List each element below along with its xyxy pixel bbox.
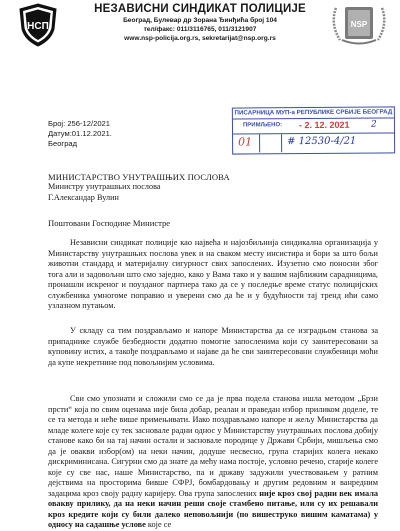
stamp-received-handwritten: 2 xyxy=(370,119,377,130)
svg-text:NSP: NSP xyxy=(350,20,368,29)
body-paragraph: У складу са тим поздрављамо и напоре Министарства да се изградњом станова за припаднике службе безбедности додатно помогне запосленима који су заинтересовани за куповину истих, а такође поздрављамо и најаве да ће сви заинтересовани службеници моћи да купе некретнине под повољнијим условима. xyxy=(48,326,378,367)
body-paragraph-bold-text: није кроз свој радни век имала овакву прилику, да на неки начин реши своје стамбено питање, или су их решавали кроз кредите који су били далеко неповољнији (по вишеструко вишим каматама) у односу на садашње услове xyxy=(48,488,379,529)
document-date: Датум:01.12.2021. xyxy=(48,129,112,139)
org-phone-fax: тел/факс: 011/3116765, 011/3121907 xyxy=(143,26,257,33)
stamp-title: ПИСАРНИЦА МУП-а РЕПУБЛИКЕ СРБИЈЕ БЕОГРАД xyxy=(233,107,394,119)
org-address: Београд, Булевар др Зорана Ђинђића број 104 xyxy=(123,17,277,24)
document-number: Број: 256-12/2021 xyxy=(48,119,110,128)
stamp-received-row xyxy=(233,118,394,134)
stamp-number-row xyxy=(233,133,394,152)
stamp-received-date: - 2. 12. 2021 xyxy=(298,119,350,131)
org-name: НЕЗАВИСНИ СИНДИКАТ ПОЛИЦИЈЕ xyxy=(94,3,306,15)
letterhead xyxy=(70,2,330,43)
union-shield-logo-icon xyxy=(18,3,58,47)
document-meta xyxy=(48,119,112,150)
stamp-org-unit-handwritten: 01 xyxy=(238,135,253,149)
stamp-divider xyxy=(259,134,260,152)
body-paragraph-text: Сви смо упознати и сложили смо се да је прва подела станова ишла методом „Брзи прсти“ која по свим оценама није била добар, реалан и праведан избор приликом доделе, те се та метода и неће више примењивати. Иако поздрављамо напоре и жељу Министарства да младе колеге које су тек засновале радни однос у Министарству унутрашњих послова добију станове како би на тај начин остали и засновале породице у Држави Србији, мишљења смо да је овакви избор(ом) на неки начин, додуше несвесно, група старијих колега некако дискриминисана. Сигурни смо да знате да мећу нама постоје, условно речено, старије колеге које су све нас, наше Министарство, па и државу задужили учествовањем у ратним дејствима на просторима бивше СФРЈ, бомбардовању и другим редовним и ванредним задацима кроз своју радну каријеру. Ова група запослених xyxy=(48,394,378,498)
stamp-number-handwritten: # 12530-4/21 xyxy=(287,135,357,148)
addressee-title: Министру унутрашњих послова xyxy=(48,182,161,192)
addressee-name: Г.Александар Вулин xyxy=(48,192,119,202)
org-web-email: www.nsp-policija.org.rs, sekretarijat@nsp.org.rs xyxy=(124,35,276,42)
body-paragraph-text: које се xyxy=(145,520,172,529)
addressee-block xyxy=(48,172,230,203)
stamp-received-label: ПРИМЉЕНО: xyxy=(242,122,283,129)
document-city: Београд xyxy=(48,139,78,149)
svg-text:НСП: НСП xyxy=(27,21,49,32)
union-badge-logo-icon xyxy=(328,0,390,48)
body-paragraph xyxy=(48,394,378,531)
stamp-divider xyxy=(281,134,282,152)
addressee-ministry: МИНИСТАРСТВО УНУТРАШЊИХ ПОСЛОВА xyxy=(48,172,230,182)
salutation: Поштовани Господине Министре xyxy=(48,218,171,228)
received-stamp xyxy=(232,106,395,154)
body-paragraph: Независни синдикат полиције као највећа и најозбиљнија синдикална организација у Министарству унутрашњих послова увек и на сваком месту инсистира и бори за што бољи животни стандард и материјалну сигурност свих запослених. Изузетно смо поносни због тога али и задовољни што смо заједно, како у Вама тако и у вашим најближим сарадницима, пронашли искреног и поузданог партнера тако да се у последње време статус полицијских службеника умногоме поправио и уверени смо да ће и у будућности тај тренд ићи само узлазном путањом. xyxy=(48,238,378,310)
